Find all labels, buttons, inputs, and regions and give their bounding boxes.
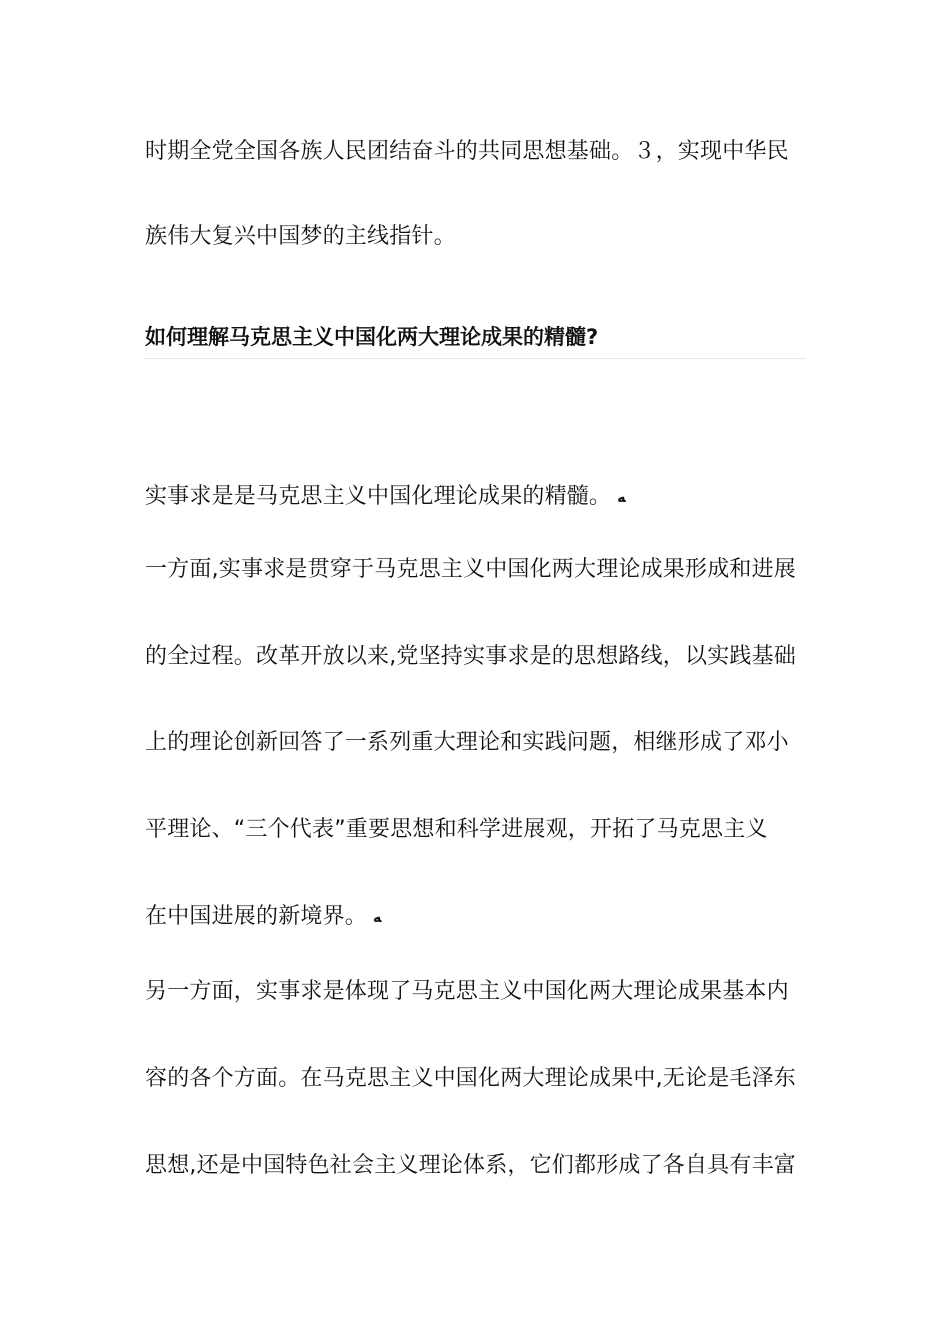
- paragraph-2-line-5-text: 在中国进展的新境界。: [145, 904, 368, 929]
- paragraph-1-text: 实事求是是马克思主义中国化理论成果的精髓。: [145, 484, 612, 509]
- heading-divider: [145, 358, 806, 359]
- paragraph-2-line-5: [145, 902, 382, 933]
- paragraph-3-line-3: 思想,还是中国特色社会主义理论体系，它们都形成了各自具有丰富: [145, 1153, 796, 1178]
- paragraph-mark-icon: ﻪ: [617, 490, 626, 506]
- paragraph-3-line-2: 容的各个方面。在马克思主义中国化两大理论成果中,无论是毛泽东: [145, 1066, 796, 1091]
- paragraph-2-line-1: 一方面,实事求是贯穿于马克思主义中国化两大理论成果形成和进展: [145, 557, 796, 582]
- paragraph-3-line-1: 另一方面，实事求是体现了马克思主义中国化两大理论成果基本内: [145, 979, 789, 1004]
- paragraph-2-line-2: 的全过程。改革开放以来,党坚持实事求是的思想路线，以实践基础: [145, 644, 796, 669]
- section-heading: 如何理解马克思主义中国化两大理论成果的精髓?: [145, 325, 599, 349]
- paragraph-mark-icon: ﻪ: [373, 910, 382, 926]
- paragraph-1: [145, 482, 626, 513]
- intro-line-1: 时期全党全国各族人民团结奋斗的共同思想基础。３，实现中华民: [145, 139, 789, 164]
- paragraph-2-line-4: 平理论、“三个代表”重要思想和科学进展观，开拓了马克思主义: [145, 817, 768, 842]
- intro-line-2: 族伟大复兴中国梦的主线指针。: [145, 224, 456, 249]
- paragraph-2-line-3: 上的理论创新回答了一系列重大理论和实践问题，相继形成了邓小: [145, 730, 789, 755]
